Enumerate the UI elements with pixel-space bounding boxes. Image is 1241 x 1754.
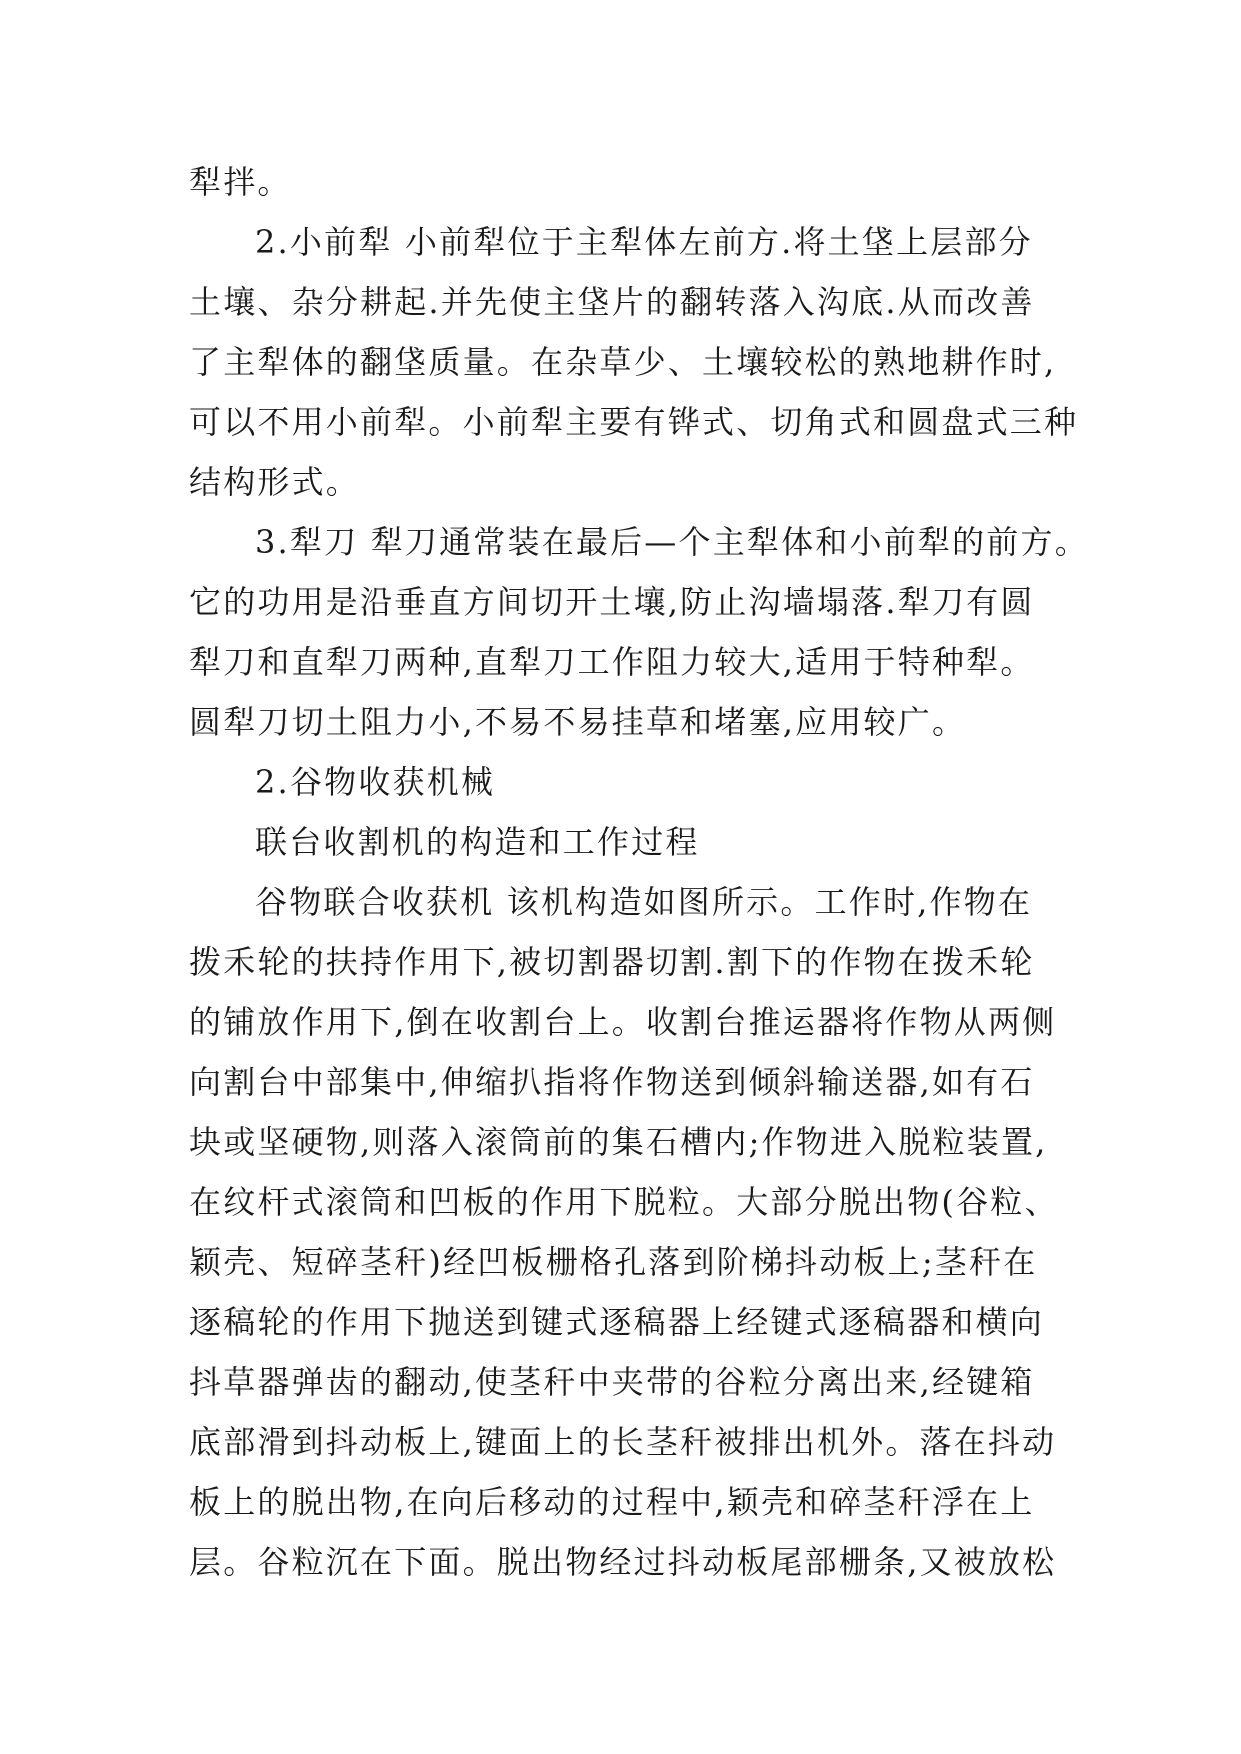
text-line: 犁刀和直犁刀两种,直犁刀工作阻力较大,适用于特种犁。 [189, 643, 1035, 681]
text-line: 圆犁刀切土阻力小,不易不易挂草和堵塞,应用较广。 [189, 703, 967, 741]
text-line: 在纹杆式滚筒和凹板的作用下脱粒。大部分脱出物(谷粒、 [189, 1183, 1059, 1221]
text-line: 它的功用是沿垂直方间切开土壤,防止沟墙塌落.犁刀有圆 [189, 583, 1035, 621]
text-line: 层。谷粒沉在下面。脱出物经过抖动板尾部栅条,又被放松 [189, 1543, 1057, 1581]
text-line: 3.犁刀 犁刀通常装在最后—个主犁体和小前犁的前方。 [255, 523, 1089, 561]
text-line: 板上的脱出物,在向后移动的过程中,颖壳和碎茎秆浮在上 [189, 1483, 1035, 1521]
text-line: 向割台中部集中,伸缩扒指将作物送到倾斜输送器,如有石 [189, 1063, 1035, 1101]
text-line: 犁拌。 [189, 163, 292, 201]
text-line: 结构形式。 [189, 463, 361, 501]
text-line: 颖壳、短碎茎秆)经凹板栅格孔落到阶梯抖动板上;茎秆在 [189, 1243, 1038, 1281]
text-line: 土壤、杂分耕起.并先使主垡片的翻转落入沟底.从而改善 [189, 283, 1035, 321]
text-line: 底部滑到抖动板上,键面上的长茎秆被排出机外。落在抖动 [189, 1423, 1057, 1461]
text-line: 谷物联合收获机 该机构造如图所示。工作时,作物在 [255, 883, 1033, 921]
text-line: 的铺放作用下,倒在收割台上。收割台推运器将作物从两侧 [189, 1003, 1057, 1041]
text-line: 可以不用小前犁。小前犁主要有铧式、切角式和圆盘式三种 [189, 403, 1079, 441]
text-line: 拨禾轮的扶持作用下,被切割器切割.割下的作物在拨禾轮 [189, 943, 1035, 981]
text-line: 逐稿轮的作用下抛送到键式逐稿器上经键式逐稿器和横向 [189, 1303, 1045, 1341]
text-line: 了主犁体的翻垡质量。在杂草少、土壤较松的熟地耕作时, [189, 343, 1057, 381]
text-line: 2.小前犁 小前犁位于主犁体左前方.将土垡上层部分 [255, 223, 1033, 261]
text-line: 抖草器弹齿的翻动,使茎秆中夹带的谷粒分离出来,经键箱 [189, 1363, 1035, 1401]
text-line: 块或坚硬物,则落入滚筒前的集石槽内;作物进入脱粒装置, [189, 1123, 1048, 1161]
section-heading: 2.谷物收获机械 [255, 763, 496, 801]
subsection-heading: 联台收割机的构造和工作过程 [255, 823, 700, 861]
